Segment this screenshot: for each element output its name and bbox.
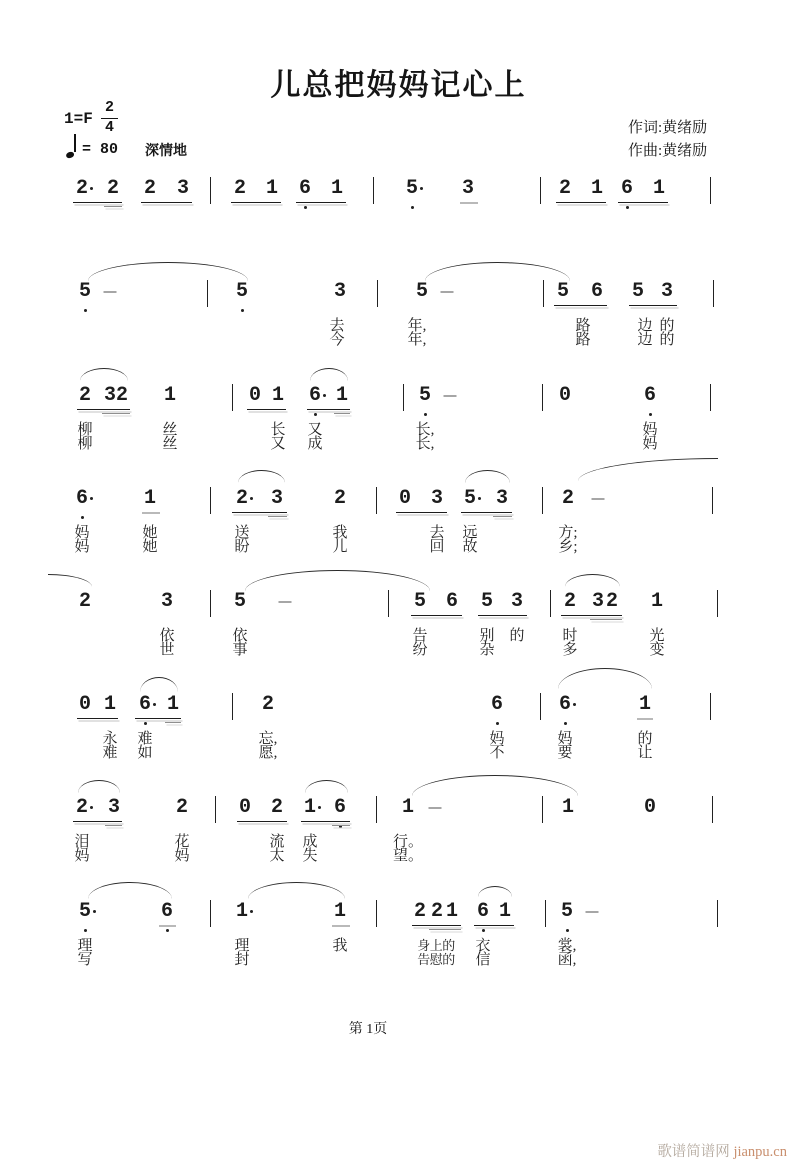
lyric-syllable: 成: [307, 436, 323, 452]
lyric-syllable: 故: [462, 539, 478, 555]
gray-mark: [159, 925, 176, 927]
note: 5: [233, 590, 247, 613]
note: 5: [415, 280, 429, 303]
note: 2: [78, 384, 92, 407]
lyric-syllable: 长,: [415, 422, 435, 438]
duration-dash: [441, 291, 454, 293]
note: 3: [103, 384, 117, 407]
barline: [542, 384, 543, 411]
lyric-syllable: 愿,: [258, 745, 278, 761]
note: 2: [78, 590, 92, 613]
note: 3: [510, 590, 524, 613]
beam-underline: [461, 512, 512, 513]
lyric-syllable: 太: [269, 848, 285, 864]
tempo-marking: = 80: [82, 141, 119, 158]
barline: [712, 487, 713, 514]
lyric-syllable: 纷: [412, 642, 428, 658]
note: 2: [333, 487, 347, 510]
barline: [543, 280, 544, 307]
lyric-syllable: 理: [234, 938, 250, 954]
octave-dot-below: [482, 929, 485, 932]
note: 1: [445, 900, 459, 923]
note: 1: [265, 177, 279, 200]
octave-dot-below: [566, 929, 569, 932]
barline: [542, 487, 543, 514]
beam-underline: [247, 409, 286, 410]
lyric-syllable: 妈: [557, 731, 573, 747]
note: 6: [590, 280, 604, 303]
note: 0: [643, 796, 657, 819]
note: 5: [405, 177, 419, 200]
barline: [710, 177, 711, 204]
lyric-syllable: 望。: [392, 848, 424, 864]
barline: [550, 590, 551, 617]
barline: [403, 384, 404, 411]
duration-dash: [104, 291, 117, 293]
dot-after: [250, 910, 253, 913]
octave-dot-below: [144, 722, 147, 725]
lyric-syllable: 失: [302, 848, 318, 864]
duration-dash: [429, 807, 442, 809]
barline: [376, 796, 377, 823]
lyric-syllable: 边: [637, 332, 653, 348]
lyric-syllable: 身上的: [417, 938, 455, 953]
octave-dot-below: [84, 929, 87, 932]
lyric-syllable: 又: [307, 422, 323, 438]
beam-underline: [268, 516, 287, 517]
note: 1: [103, 693, 117, 716]
lyric-syllable: 妈: [642, 436, 658, 452]
lyric-syllable: 信: [475, 952, 491, 968]
beam-underline: [332, 825, 350, 826]
lyric-syllable: 去: [429, 525, 445, 541]
lyric-syllable: 成: [302, 834, 318, 850]
lyric-syllable: 别: [479, 628, 495, 644]
note: 1: [333, 900, 347, 923]
barline: [210, 487, 211, 514]
slur-arc: [558, 668, 652, 689]
beam-underline: [307, 409, 350, 410]
note: 3: [107, 796, 121, 819]
duration-dash: [586, 911, 599, 913]
octave-dot-below: [241, 309, 244, 312]
beam-underline: [396, 512, 447, 513]
lyric-syllable: 依: [159, 628, 175, 644]
lyric-syllable: 边: [637, 318, 653, 334]
barline: [207, 280, 208, 307]
lyric-syllable: 柳: [77, 436, 93, 452]
note: 2: [235, 487, 249, 510]
time-signature-denominator: 4: [105, 118, 115, 136]
lyricist-credit: 作词:黄绪励: [628, 120, 708, 136]
note: 5: [413, 590, 427, 613]
lyric-syllable: 妈: [74, 525, 90, 541]
lyric-syllable: 的: [509, 628, 525, 644]
beam-underline: [77, 409, 130, 410]
beam-underline: [237, 821, 287, 822]
note: 1: [303, 796, 317, 819]
dot-after: [90, 187, 93, 190]
lyric-syllable: 多: [562, 642, 578, 658]
note: 1: [652, 177, 666, 200]
note: 2: [115, 384, 129, 407]
lyric-syllable: 裳,: [557, 938, 577, 954]
note: 1: [561, 796, 575, 819]
note: 3: [333, 280, 347, 303]
note: 0: [238, 796, 252, 819]
note: 6: [490, 693, 504, 716]
lyric-syllable: 如: [137, 745, 153, 761]
beam-underline: [412, 925, 461, 926]
note: 2: [261, 693, 275, 716]
note: 1: [330, 177, 344, 200]
note: 1: [650, 590, 664, 613]
beam-underline: [590, 619, 622, 620]
duration-dash: [592, 498, 605, 500]
lyric-syllable: 丝: [162, 436, 178, 452]
note: 2: [106, 177, 120, 200]
note: 0: [558, 384, 572, 407]
note: 5: [556, 280, 570, 303]
dot-after: [250, 497, 253, 500]
note: 3: [160, 590, 174, 613]
dot-after: [323, 394, 326, 397]
slur-arc: [245, 570, 430, 591]
lyric-syllable: 妈: [174, 848, 190, 864]
note: 2: [270, 796, 284, 819]
octave-dot-below: [81, 516, 84, 519]
note: 5: [631, 280, 645, 303]
note: 2: [175, 796, 189, 819]
note: 1: [335, 384, 349, 407]
lyric-syllable: 不: [489, 745, 505, 761]
note: 1: [166, 693, 180, 716]
slur-arc: [578, 458, 718, 481]
lyric-syllable: 流: [269, 834, 285, 850]
note: 6: [445, 590, 459, 613]
note: 5: [78, 280, 92, 303]
note: 1: [235, 900, 249, 923]
barline: [210, 177, 211, 204]
watermark: [657, 1140, 787, 1161]
note: 0: [398, 487, 412, 510]
lyric-syllable: 告慰的: [417, 952, 455, 967]
note: 5: [560, 900, 574, 923]
barline: [710, 693, 711, 720]
dot-after: [478, 497, 481, 500]
note: 0: [78, 693, 92, 716]
beam-underline: [73, 202, 122, 203]
slur-arc: [88, 882, 172, 899]
octave-dot-below: [424, 413, 427, 416]
beam-underline: [73, 821, 122, 822]
note: 6: [138, 693, 152, 716]
slur-arc: [88, 262, 248, 281]
slur-arc: [310, 368, 348, 381]
slur-arc: [305, 780, 348, 793]
octave-dot-below: [166, 929, 169, 932]
lyric-syllable: 泪: [74, 834, 90, 850]
beam-underline: [102, 413, 130, 414]
beam-underline: [141, 202, 192, 203]
note: 2: [605, 590, 619, 613]
note: 2: [558, 177, 572, 200]
slur-arc: [425, 262, 570, 281]
barline: [713, 280, 714, 307]
beam-underline: [165, 722, 181, 723]
note: 3: [176, 177, 190, 200]
beam-underline: [429, 929, 461, 930]
barline: [717, 900, 718, 927]
beam-underline: [232, 512, 287, 513]
octave-dot-below: [411, 206, 414, 209]
note: 6: [308, 384, 322, 407]
beam-underline: [556, 202, 606, 203]
lyric-syllable: 忘,: [258, 731, 278, 747]
lyric-syllable: 变: [649, 642, 665, 658]
lyric-syllable: 光: [649, 628, 665, 644]
note: 1: [590, 177, 604, 200]
key-signature: 1=F: [64, 110, 93, 128]
lyric-syllable: 衣: [475, 938, 491, 954]
slur-arc: [238, 470, 285, 483]
lyric-syllable: 长: [270, 422, 286, 438]
note: 5: [78, 900, 92, 923]
note: 2: [75, 177, 89, 200]
lyric-syllable: 年,: [407, 332, 427, 348]
dot-after: [420, 187, 423, 190]
lyric-syllable: 长,: [415, 436, 435, 452]
lyric-syllable: 难: [137, 731, 153, 747]
slur-arc: [478, 886, 512, 897]
slur-arc: [48, 574, 92, 587]
song-title: 儿总把妈妈记心上: [270, 69, 527, 102]
note: 1: [638, 693, 652, 716]
note: 2: [413, 900, 427, 923]
lyric-syllable: 又: [270, 436, 286, 452]
barline: [373, 177, 374, 204]
note: 6: [75, 487, 89, 510]
note: 2: [430, 900, 444, 923]
barline: [717, 590, 718, 617]
watermark-site-name: 歌谱简谱网: [657, 1144, 730, 1160]
beam-underline: [135, 718, 181, 719]
lyric-syllable: 妈: [74, 539, 90, 555]
slur-arc: [248, 882, 345, 899]
beam-underline: [77, 718, 118, 719]
octave-dot-below: [626, 206, 629, 209]
lyric-syllable: 时: [562, 628, 578, 644]
beam-underline: [301, 821, 350, 822]
slur-arc: [565, 574, 620, 587]
lyric-syllable: 方;: [558, 525, 578, 541]
beam-underline: [561, 615, 622, 616]
beam-underline: [104, 206, 122, 207]
lyric-syllable: 封: [234, 952, 250, 968]
slur-arc: [412, 775, 578, 796]
barline: [710, 384, 711, 411]
gray-mark: [460, 202, 478, 204]
barline: [232, 693, 233, 720]
note: 2: [563, 590, 577, 613]
note: 3: [461, 177, 475, 200]
note: 5: [480, 590, 494, 613]
lyric-syllable: 的: [659, 318, 675, 334]
dot-after: [93, 910, 96, 913]
lyric-syllable: 永: [102, 731, 118, 747]
note: 1: [498, 900, 512, 923]
barline: [210, 590, 211, 617]
beam-underline: [629, 305, 677, 306]
lyric-syllable: 妈: [489, 731, 505, 747]
barline: [215, 796, 216, 823]
slur-arc: [140, 677, 178, 692]
note: 6: [558, 693, 572, 716]
lyric-syllable: 写: [77, 952, 93, 968]
note: 3: [430, 487, 444, 510]
beam-underline: [105, 825, 122, 826]
barline: [210, 900, 211, 927]
note: 6: [643, 384, 657, 407]
note: 6: [476, 900, 490, 923]
barline: [545, 900, 546, 927]
lyric-syllable: 花: [174, 834, 190, 850]
note: 3: [495, 487, 509, 510]
octave-dot-below: [649, 413, 652, 416]
barline: [388, 590, 389, 617]
barline: [376, 900, 377, 927]
lyric-syllable: 柳: [77, 422, 93, 438]
lyric-syllable: 她: [142, 539, 158, 555]
lyric-syllable: 路: [575, 318, 591, 334]
barline: [712, 796, 713, 823]
lyric-syllable: 告: [412, 628, 428, 644]
expression-marking: 深情地: [145, 144, 187, 159]
note: 2: [75, 796, 89, 819]
barline: [377, 280, 378, 307]
lyric-syllable: 回: [429, 539, 445, 555]
barline: [540, 693, 541, 720]
lyric-syllable: 行。: [392, 834, 424, 850]
octave-dot-below: [564, 722, 567, 725]
lyric-syllable: 事: [232, 642, 248, 658]
beam-underline: [554, 305, 607, 306]
barline: [540, 177, 541, 204]
beam-underline: [334, 413, 350, 414]
lyric-syllable: 的: [659, 332, 675, 348]
note: 5: [418, 384, 432, 407]
lyric-syllable: 远: [462, 525, 478, 541]
lyric-syllable: 妈: [642, 422, 658, 438]
page-number: 第 1页: [348, 1022, 388, 1037]
gray-mark: [142, 512, 160, 514]
dot-after: [573, 703, 576, 706]
dot-after: [90, 497, 93, 500]
barline: [376, 487, 377, 514]
lyric-syllable: 函,: [557, 952, 577, 968]
lyric-syllable: 妈: [74, 848, 90, 864]
lyric-syllable: 我: [332, 938, 348, 954]
beam-underline: [296, 202, 346, 203]
note: 2: [561, 487, 575, 510]
note: 2: [233, 177, 247, 200]
dot-after: [318, 806, 321, 809]
note: 3: [591, 590, 605, 613]
gray-mark: [332, 925, 350, 927]
lyric-syllable: 她: [142, 525, 158, 541]
note: 5: [235, 280, 249, 303]
octave-dot-below: [314, 413, 317, 416]
note: 1: [163, 384, 177, 407]
note: 1: [271, 384, 285, 407]
note: 1: [401, 796, 415, 819]
octave-dot-below: [496, 722, 499, 725]
lyric-syllable: 路: [575, 332, 591, 348]
lyric-syllable: 儿: [332, 539, 348, 555]
barline: [542, 796, 543, 823]
duration-dash: [444, 395, 457, 397]
lyric-syllable: 要: [557, 745, 573, 761]
lyric-syllable: 丝: [162, 422, 178, 438]
octave-dot-below: [84, 309, 87, 312]
beam-underline: [618, 202, 668, 203]
watermark-domain: jianpu.cn: [733, 1144, 787, 1160]
lyric-syllable: 难: [102, 745, 118, 761]
note: 6: [160, 900, 174, 923]
lyric-syllable: 送: [234, 525, 250, 541]
note: 6: [298, 177, 312, 200]
lyric-syllable: 杂: [479, 642, 495, 658]
lyric-syllable: 盼: [234, 539, 250, 555]
lyric-syllable: 去: [329, 318, 345, 334]
lyric-syllable: 理: [77, 938, 93, 954]
dot-after: [90, 806, 93, 809]
beam-underline: [231, 202, 281, 203]
composer-credit: 作曲:黄绪励: [628, 143, 708, 159]
gray-mark: [637, 718, 653, 720]
lyric-syllable: 让: [637, 745, 653, 761]
dot-after: [153, 703, 156, 706]
lyric-syllable: 我: [332, 525, 348, 541]
slur-arc: [78, 780, 120, 793]
barline: [232, 384, 233, 411]
note: 6: [333, 796, 347, 819]
note: 1: [143, 487, 157, 510]
note: 6: [620, 177, 634, 200]
note: 3: [660, 280, 674, 303]
lyric-syllable: 年,: [407, 318, 427, 334]
beam-underline: [474, 925, 514, 926]
octave-dot-below: [304, 206, 307, 209]
lyric-syllable: 世: [159, 642, 175, 658]
beam-underline: [493, 516, 512, 517]
duration-dash: [279, 601, 292, 603]
beam-underline: [478, 615, 527, 616]
note: 0: [248, 384, 262, 407]
note: 2: [143, 177, 157, 200]
lyric-syllable: 依: [232, 628, 248, 644]
beam-underline: [411, 615, 462, 616]
note: 5: [463, 487, 477, 510]
lyric-syllable: 乡;: [558, 539, 578, 555]
lyric-syllable: 的: [637, 731, 653, 747]
slur-arc: [465, 470, 510, 483]
lyric-syllable: 今: [329, 332, 345, 348]
note: 3: [270, 487, 284, 510]
slur-arc: [80, 368, 128, 381]
time-signature-numerator: 2: [101, 99, 118, 119]
